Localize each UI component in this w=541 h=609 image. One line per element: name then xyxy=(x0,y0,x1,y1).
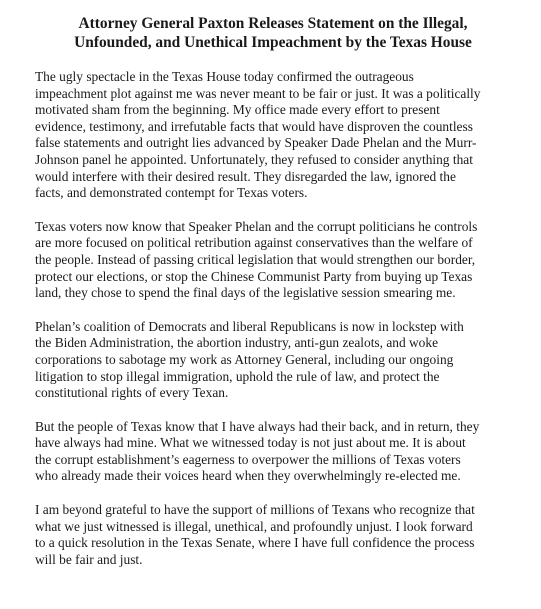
text-line: But the people of Texas know that I have always had their back, and in return, they xyxy=(35,418,480,434)
text-line: facts, and demonstrated contempt for Texas voters. xyxy=(35,185,308,201)
text-line: I am beyond grateful to have the support of millions of Texans who recognize that xyxy=(35,502,475,518)
text-line: the people. Instead of passing critical legislation that would strengthen our border, xyxy=(35,251,476,267)
statement-title xyxy=(35,14,511,52)
text-line: land, they chose to spend the final days of the legislative session smearing me. xyxy=(35,285,456,301)
text-line: what we just witnessed is illegal, unethical, and profoundly unjust. I look forward xyxy=(35,518,473,534)
text-line: litigation to stop illegal immigration, uphold the rule of law, and protect the xyxy=(35,368,440,384)
title-line: Attorney General Paxton Releases Statement on the Illegal, xyxy=(78,15,468,32)
text-line: evidence, testimony, and irrefutable facts that would have disproven the countless xyxy=(35,118,473,134)
paragraph-5 xyxy=(35,502,511,568)
text-line: constitutional rights of every Texan. xyxy=(35,385,229,401)
text-line: the Biden Administration, the abortion industry, anti-gun zealots, and woke xyxy=(35,335,439,351)
text-line: Phelan’s coalition of Democrats and liberal Republicans is now in lockstep with xyxy=(35,318,464,334)
text-line: motivated sham from the beginning. My office made every effort to present xyxy=(35,102,440,118)
text-line: corporations to sabotage my work as Attorney General, including our ongoing xyxy=(35,351,454,367)
title-line: Unfounded, and Unethical Impeachment by the Texas House xyxy=(74,34,472,51)
text-line: who already made their voices heard when they overwhelmingly re-elected me. xyxy=(35,468,461,484)
text-line: would interfere with their desired result. They disregarded the law, ignored the xyxy=(35,168,456,184)
text-line: will be fair and just. xyxy=(35,551,143,567)
text-line: protect our elections, or stop the Chinese Communist Party from buying up Texas xyxy=(35,268,473,284)
text-line: the corrupt establishment’s eagerness to overpower the millions of Texas voters xyxy=(35,451,461,467)
text-line: are more focused on political retribution against conservatives than the welfare of xyxy=(35,235,473,251)
paragraph-2 xyxy=(35,219,511,302)
paragraph-3 xyxy=(35,319,511,402)
text-line: have always had mine. What we witnessed today is not just about me. It is about xyxy=(35,435,466,451)
paragraph-1 xyxy=(35,69,511,202)
text-line: The ugly spectacle in the Texas House today confirmed the outrageous xyxy=(35,69,414,84)
text-line: to a quick resolution in the Texas Senate, where I have full confidence the process xyxy=(35,535,475,551)
text-line: false statements and outright lies advanced by Speaker Dade Phelan and the Murr- xyxy=(35,135,477,151)
text-line: Texas voters now know that Speaker Phelan and the corrupt politicians he controls xyxy=(35,218,478,234)
paragraph-4 xyxy=(35,419,511,485)
text-line: Johnson panel he appointed. Unfortunately, they refused to consider anything that xyxy=(35,151,473,167)
text-line: impeachment plot against me was never meant to be fair or just. It was a politically xyxy=(35,85,481,101)
